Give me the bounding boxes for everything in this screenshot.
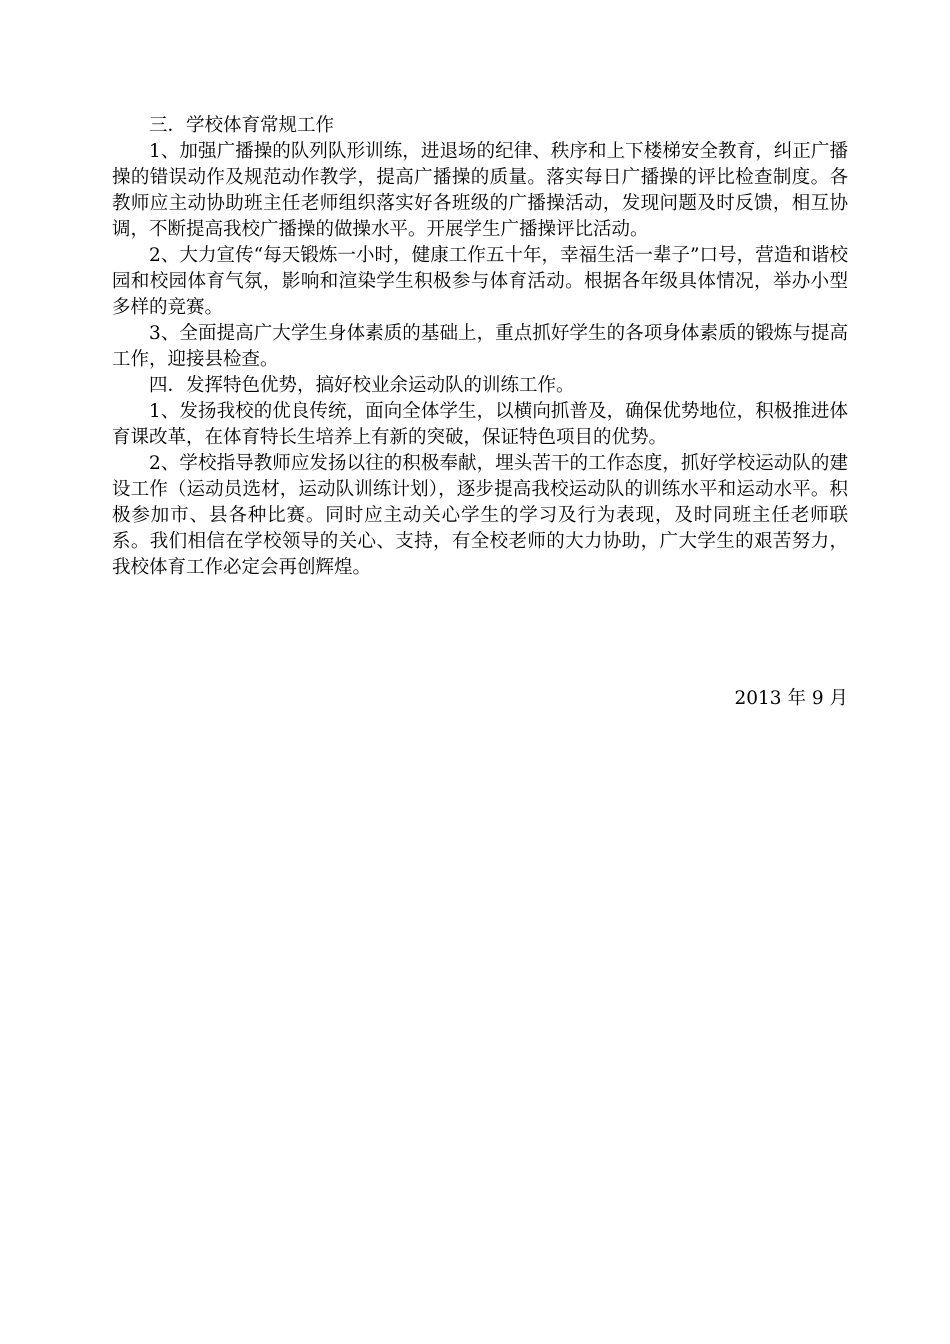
section-heading-three: 三．学校体育常规工作: [149, 115, 335, 136]
paragraph-physical-fitness: 3、全面提高广大学生身体素质的基础上，重点抓好学生的各项身体素质的锻炼与提高工作，迎接县检查。: [112, 323, 848, 370]
paragraph-tradition: 1、发扬我校的优良传统，面向全体学生，以横向抓普及，确保优势地位，积极推进体育课改革，在体育特长生培养上有新的突破，保证特色项目的优势。: [112, 401, 848, 448]
paragraph-broadcast-exercise: 1、加强广播操的队列队形训练，进退场的纪律、秩序和上下楼梯安全教育，纠正广播操的错误动作及规范动作教学，提高广播操的质量。落实每日广播操的评比检查制度。各教师应主动协助班主任老师组织落实好各班级的广播操活动，发现问题及时反馈，相互协调，不断提高我校广播操的做操水平。开展学生广播操评比活动。: [112, 141, 848, 240]
document-date: 2013 年 9 月: [734, 688, 848, 709]
paragraph-team-training: 2、学校指导教师应发扬以往的积极奉献，埋头苦干的工作态度，抓好学校运动队的建设工作（运动员选材，运动队训练计划），逐步提高我校运动队的训练水平和运动水平。积极参加市、县各种比赛。同时应主动关心学生的学习及行为表现，及时同班主任老师联系。我们相信在学校领导的关心、支持，有全校老师的大力协助，广大学生的艰苦努力，我校体育工作必定会再创辉煌。: [112, 453, 848, 578]
document-body: [112, 113, 848, 581]
section-heading-four: 四．发挥特色优势，搞好校业余运动队的训练工作。: [149, 375, 575, 396]
paragraph-promotion-slogan: 2、大力宣传“每天锻炼一小时，健康工作五十年，幸福生活一辈子”口号，营造和谐校园和校园体育气氛，影响和渲染学生积极参与体育活动。根据各年级具体情况，举办小型多样的竞赛。: [112, 245, 848, 318]
